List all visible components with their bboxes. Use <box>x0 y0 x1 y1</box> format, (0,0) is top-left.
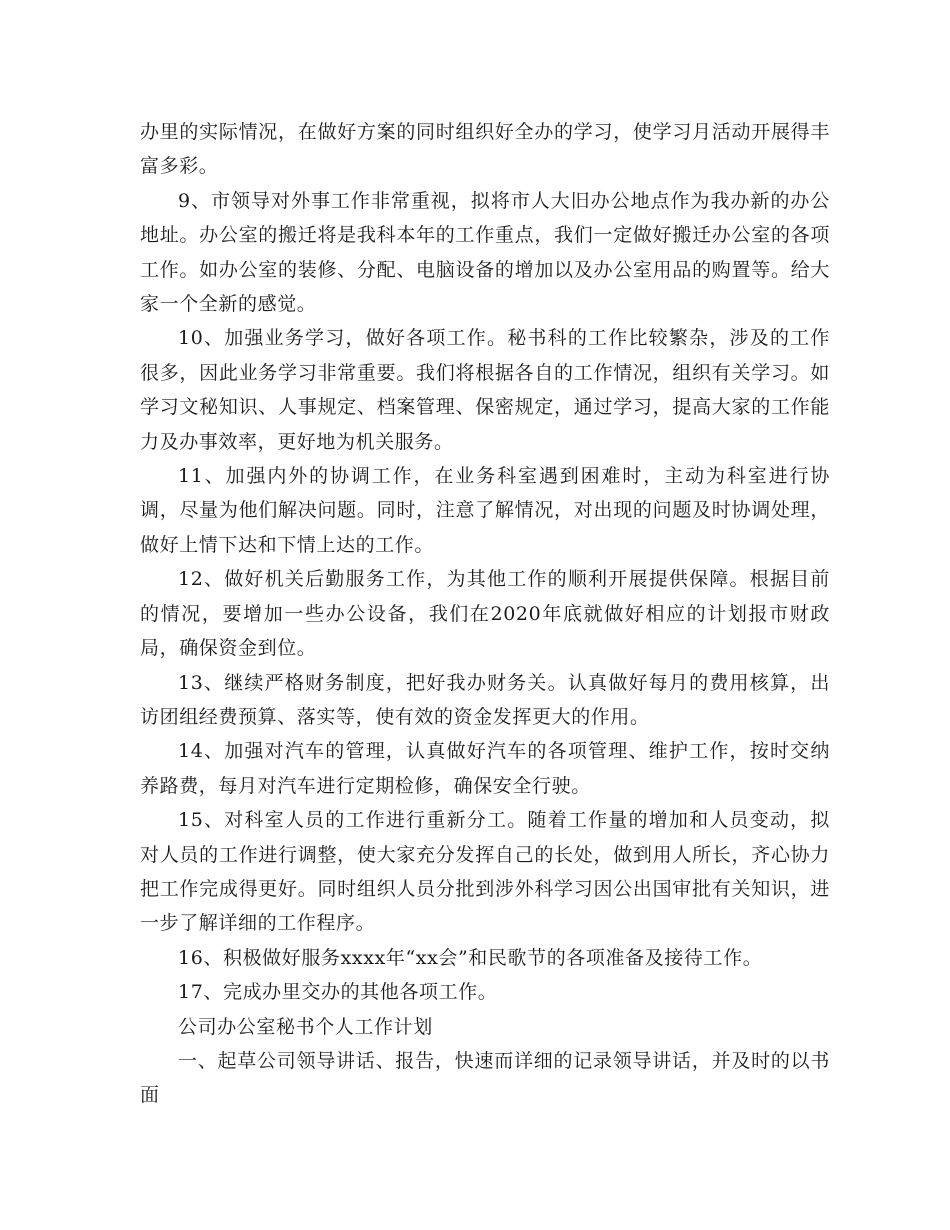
paragraph-section-one: 一、起草公司领导讲话、报告，快速而详细的记录领导讲话，并及时的以书面 <box>140 1049 830 1107</box>
paragraph-item-9: 9、市领导对外事工作非常重视，拟将市人大旧办公地点作为我办新的办公地址。办公室的搬迁将是我科本年的工作重点，我们一定做好搬迁办公室的各项工作。如办公室的装修、分配、电脑设备的增加以及办公室用品的购置等。给大家一个全新的感觉。 <box>140 189 830 316</box>
paragraph-item-17: 17、完成办里交办的其他各项工作。 <box>178 981 498 1004</box>
paragraph-item-14: 14、加强对汽车的管理，认真做好汽车的各项管理、维护工作，按时交纳养路费，每月对汽车进行定期检修，确保安全行驶。 <box>140 740 830 797</box>
paragraph-item-15: 15、对科室人员的工作进行重新分工。随着工作量的增加和人员变动，拟对人员的工作进行调整，使大家充分发挥自己的长处，做到用人所长，齐心协力把工作完成得更好。同时组织人员分批到涉外科学习因公出国审批有关知识，进一步了解详细的工作程序。 <box>140 809 830 935</box>
paragraph-item-10: 10、加强业务学习，做好各项工作。秘书科的工作比较繁杂，涉及的工作很多，因此业务学习非常重要。我们将根据各自的工作情况，组织有关学习。如学习文秘知识、人事规定、档案管理、保密规定，通过学习，提高大家的工作能力及办事效率，更好地为机关服务。 <box>140 327 830 453</box>
section-heading: 公司办公室秘书个人工作计划 <box>178 1015 433 1038</box>
paragraph-item-12: 12、做好机关后勤服务工作，为其他工作的顺利开展提供保障。根据目前的情况，要增加一些办公设备，我们在2020年底就做好相应的计划报市财政局，确保资金到位。 <box>140 568 830 660</box>
document-body <box>140 115 830 1113</box>
paragraph-item-13: 13、继续严格财务制度，把好我办财务关。认真做好每月的费用核算，出访团组经费预算、落实等，使有效的资金发挥更大的作用。 <box>140 671 830 728</box>
paragraph-item-16: 16、积极做好服务xxxx年“xx会”和民歌节的各项准备及接待工作。 <box>178 946 763 969</box>
paragraph-item-11: 11、加强内外的协调工作，在业务科室遇到困难时，主动为科室进行协调，尽量为他们解决问题。同时，注意了解情况，对出现的问题及时协调处理，做好上情下达和下情上达的工作。 <box>140 465 830 556</box>
paragraph-continuation: 办里的实际情况，在做好方案的同时组织好全办的学习，使学习月活动开展得丰富多彩。 <box>140 121 830 178</box>
